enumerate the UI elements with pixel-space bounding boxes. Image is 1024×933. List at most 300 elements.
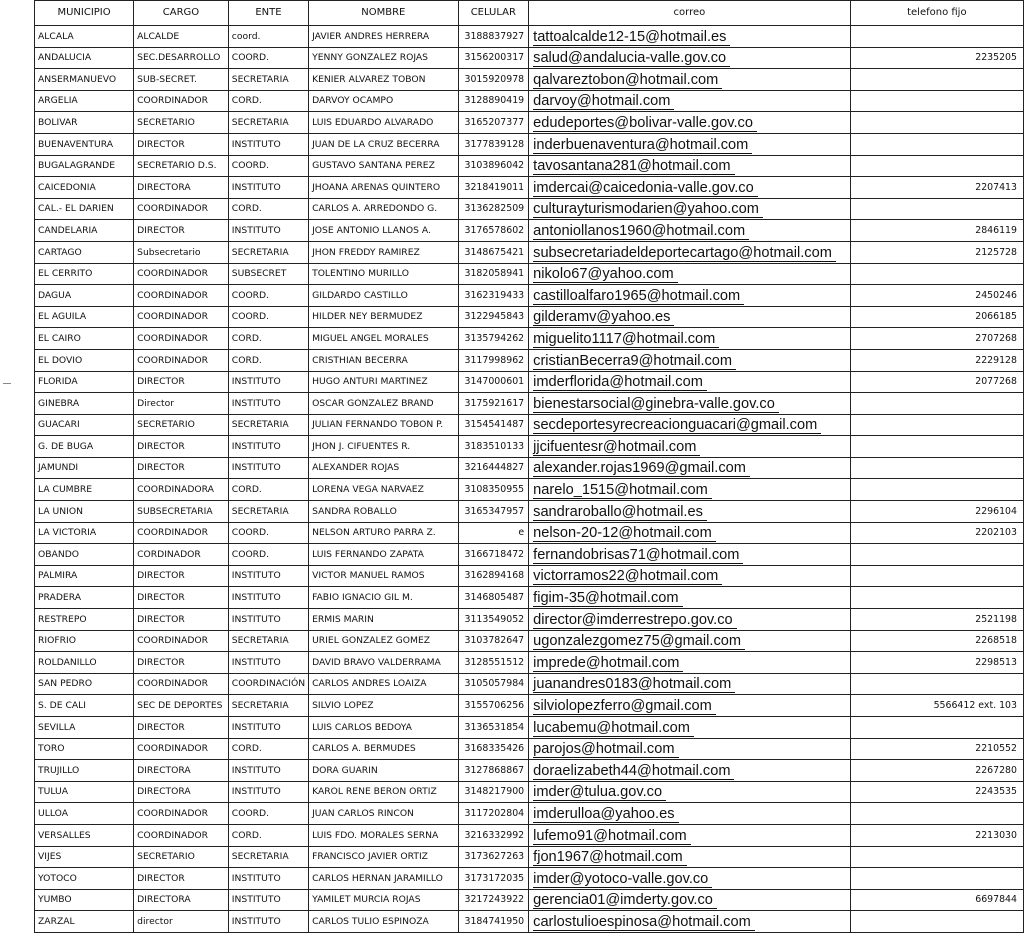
header-municipio: MUNICIPIO <box>35 1 134 26</box>
email-link[interactable]: imder@yotoco-valle.gov.co <box>533 871 712 888</box>
cell-celular: 3165207377 <box>458 112 529 134</box>
cell-telefono: 2298513 <box>850 652 1023 674</box>
cell-ente: CORD. <box>228 479 308 501</box>
cell-nombre: ERMIS MARIN <box>309 609 458 631</box>
cell-ente: SECRETARIA <box>228 501 308 523</box>
cell-ente: COORD. <box>228 522 308 544</box>
cell-nombre: JULIAN FERNANDO TOBON P. <box>309 414 458 436</box>
cell-cargo: SEC DE DEPORTES <box>134 695 229 717</box>
cell-celular: 3103896042 <box>458 155 529 177</box>
email-link[interactable]: ugonzalezgomez75@gmail.com <box>533 633 745 650</box>
cell-cargo: DIRECTOR <box>134 868 229 890</box>
email-link[interactable]: secdeportesyrecreacionguacari@gmail.com <box>533 417 821 434</box>
cell-telefono <box>850 457 1023 479</box>
email-link[interactable]: nelson-20-12@hotmail.com <box>533 525 716 542</box>
cell-nombre: JHON J. CIFUENTES R. <box>309 436 458 458</box>
table-row <box>35 760 1024 782</box>
cell-telefono <box>850 587 1023 609</box>
cell-ente: SECRETARIA <box>228 846 308 868</box>
cell-cargo: COORDINADOR <box>134 263 229 285</box>
cell-celular: 3166718472 <box>458 544 529 566</box>
cell-correo <box>529 155 851 177</box>
table-row <box>35 90 1024 112</box>
cell-cargo: DIRECTORA <box>134 177 229 199</box>
cell-municipio: RIOFRIO <box>35 630 134 652</box>
cell-celular: 3117202804 <box>458 803 529 825</box>
cell-nombre: JUAN CARLOS RINCON <box>309 803 458 825</box>
cell-celular: 3175921617 <box>458 393 529 415</box>
cell-celular: 3015920978 <box>458 69 529 91</box>
cell-celular: 3182058941 <box>458 263 529 285</box>
cell-nombre: JAVIER ANDRES HERRERA <box>309 26 458 48</box>
cell-nombre: DAVID BRAVO VALDERRAMA <box>309 652 458 674</box>
table-row <box>35 241 1024 263</box>
email-link[interactable]: darvoy@hotmail.com <box>533 93 674 110</box>
cell-municipio: SEVILLA <box>35 717 134 739</box>
header-ente: ENTE <box>228 1 308 26</box>
cell-telefono <box>850 414 1023 436</box>
cell-ente: CORD. <box>228 328 308 350</box>
cell-cargo: COORDINADORA <box>134 479 229 501</box>
email-link[interactable]: fjon1967@hotmail.com <box>533 849 686 866</box>
cell-ente: SECRETARIA <box>228 112 308 134</box>
cell-correo <box>529 349 851 371</box>
cell-telefono <box>850 911 1023 933</box>
cell-ente: INSTITUTO <box>228 781 308 803</box>
cell-correo <box>529 738 851 760</box>
cell-cargo: COORDINADOR <box>134 803 229 825</box>
cell-municipio: TRUJILLO <box>35 760 134 782</box>
cell-correo <box>529 177 851 199</box>
table-row <box>35 565 1024 587</box>
cell-municipio: OBANDO <box>35 544 134 566</box>
table-row <box>35 155 1024 177</box>
cell-telefono: 2846119 <box>850 220 1023 242</box>
email-link[interactable]: imderulloa@yahoo.es <box>533 806 678 823</box>
cell-telefono: 2450246 <box>850 285 1023 307</box>
email-link[interactable]: alexander.rojas1969@gmail.com <box>533 460 750 477</box>
email-link[interactable]: nikolo67@yahoo.com <box>533 266 678 283</box>
table-row <box>35 285 1024 307</box>
table-row <box>35 328 1024 350</box>
email-link[interactable]: fernandobrisas71@hotmail.com <box>533 547 743 564</box>
cell-cargo: DIRECTORA <box>134 781 229 803</box>
cell-correo <box>529 652 851 674</box>
cell-municipio: JAMUNDI <box>35 457 134 479</box>
header-cargo: CARGO <box>134 1 229 26</box>
cell-telefono: 2202103 <box>850 522 1023 544</box>
cell-correo <box>529 479 851 501</box>
cell-cargo: SUBSECRETARIA <box>134 501 229 523</box>
table-row <box>35 112 1024 134</box>
cell-correo <box>529 328 851 350</box>
cell-correo <box>529 717 851 739</box>
cell-cargo: DIRECTOR <box>134 133 229 155</box>
table-row <box>35 47 1024 69</box>
email-link[interactable]: inderbuenaventura@hotmail.com <box>533 137 752 154</box>
cell-ente: INSTITUTO <box>228 436 308 458</box>
cell-celular: 3108350955 <box>458 479 529 501</box>
cell-celular: 3177839128 <box>458 133 529 155</box>
cell-celular: 3148217900 <box>458 781 529 803</box>
cell-ente: INSTITUTO <box>228 177 308 199</box>
cell-celular: 3105057984 <box>458 673 529 695</box>
cell-correo <box>529 26 851 48</box>
cell-correo <box>529 393 851 415</box>
header-nombre: NOMBRE <box>309 1 458 26</box>
header-telefono: telefono fijo <box>850 1 1023 26</box>
table-row <box>35 198 1024 220</box>
cell-telefono: 2210552 <box>850 738 1023 760</box>
cell-nombre: LUIS CARLOS BEDOYA <box>309 717 458 739</box>
table-row <box>35 738 1024 760</box>
cell-municipio: TORO <box>35 738 134 760</box>
email-link[interactable]: imdercai@caicedonia-valle.gov.co <box>533 180 758 197</box>
cell-nombre: VICTOR MANUEL RAMOS <box>309 565 458 587</box>
cell-telefono: 5566412 ext. 103 <box>850 695 1023 717</box>
cell-telefono <box>850 436 1023 458</box>
cell-celular: 3117998962 <box>458 349 529 371</box>
cell-cargo: DIRECTOR <box>134 652 229 674</box>
cell-correo <box>529 630 851 652</box>
cell-cargo: COORDINADOR <box>134 349 229 371</box>
cell-celular: 3155706256 <box>458 695 529 717</box>
cell-municipio: ANDALUCIA <box>35 47 134 69</box>
cell-ente: SECRETARIA <box>228 695 308 717</box>
table-row <box>35 26 1024 48</box>
cell-ente: INSTITUTO <box>228 565 308 587</box>
cell-municipio: EL AGUILA <box>35 306 134 328</box>
cell-ente: COORD. <box>228 285 308 307</box>
cell-telefono: 6697844 <box>850 889 1023 911</box>
table-row <box>35 695 1024 717</box>
cell-cargo: SECRETARIO <box>134 846 229 868</box>
email-link[interactable]: tavosantana281@hotmail.com <box>533 158 734 175</box>
table-row <box>35 544 1024 566</box>
cell-telefono <box>850 673 1023 695</box>
table-row <box>35 587 1024 609</box>
cell-cargo: DIRECTORA <box>134 889 229 911</box>
cell-cargo: SECRETARIO D.S. <box>134 155 229 177</box>
cell-cargo: COORDINADOR <box>134 824 229 846</box>
cell-cargo: DIRECTORA <box>134 760 229 782</box>
cell-nombre: LORENA VEGA NARVAEZ <box>309 479 458 501</box>
cell-celular: 3146805487 <box>458 587 529 609</box>
cell-telefono <box>850 544 1023 566</box>
email-link[interactable]: culturayturismodarien@yahoo.com <box>533 201 763 218</box>
cell-telefono <box>850 803 1023 825</box>
cell-celular: 3168335426 <box>458 738 529 760</box>
cell-municipio: FLORIDA <box>35 371 134 393</box>
cell-municipio: BUENAVENTURA <box>35 133 134 155</box>
cell-ente: SECRETARIA <box>228 69 308 91</box>
cell-nombre: JHOANA ARENAS QUINTERO <box>309 177 458 199</box>
cell-municipio: GINEBRA <box>35 393 134 415</box>
cell-telefono: 2213030 <box>850 824 1023 846</box>
cell-correo <box>529 673 851 695</box>
cell-cargo: DIRECTOR <box>134 565 229 587</box>
table-row <box>35 133 1024 155</box>
cell-cargo: COORDINADOR <box>134 285 229 307</box>
cell-correo <box>529 285 851 307</box>
table-row <box>35 393 1024 415</box>
cell-nombre: KAROL RENE BERON ORTIZ <box>309 781 458 803</box>
cell-nombre: CARLOS A. ARREDONDO G. <box>309 198 458 220</box>
cell-nombre: URIEL GONZALEZ GOMEZ <box>309 630 458 652</box>
email-link[interactable]: sandraroballo@hotmail.es <box>533 504 707 521</box>
cell-municipio: YUMBO <box>35 889 134 911</box>
cell-ente: CORD. <box>228 349 308 371</box>
cell-celular: 3128890419 <box>458 90 529 112</box>
cell-celular: e <box>458 522 529 544</box>
cell-municipio: DAGUA <box>35 285 134 307</box>
cell-nombre: JOSE ANTONIO LLANOS A. <box>309 220 458 242</box>
cell-cargo: Subsecretario <box>134 241 229 263</box>
cell-ente: INSTITUTO <box>228 371 308 393</box>
cell-correo <box>529 587 851 609</box>
cell-celular: 3217243922 <box>458 889 529 911</box>
cell-correo <box>529 544 851 566</box>
email-link[interactable]: imderflorida@hotmail.com <box>533 374 707 391</box>
email-link[interactable]: juanandres0183@hotmail.com <box>533 676 735 693</box>
header-correo: correo <box>529 1 851 26</box>
cell-telefono <box>850 479 1023 501</box>
cell-ente: INSTITUTO <box>228 220 308 242</box>
cell-ente: SECRETARIA <box>228 414 308 436</box>
cell-correo <box>529 414 851 436</box>
cell-municipio: LA VICTORIA <box>35 522 134 544</box>
table-row <box>35 436 1024 458</box>
cell-cargo: COORDINADOR <box>134 306 229 328</box>
cell-cargo: COORDINADOR <box>134 738 229 760</box>
cell-cargo: DIRECTOR <box>134 371 229 393</box>
email-link[interactable]: gerencia01@imderty.gov.co <box>533 892 717 909</box>
email-link[interactable]: parojos@hotmail.com <box>533 741 678 758</box>
cell-celular: 3216444827 <box>458 457 529 479</box>
email-link[interactable]: imprede@hotmail.com <box>533 655 683 672</box>
cell-cargo: DIRECTOR <box>134 436 229 458</box>
table-row <box>35 717 1024 739</box>
cell-ente: INSTITUTO <box>228 393 308 415</box>
cell-municipio: VIJES <box>35 846 134 868</box>
email-link[interactable]: tattoalcalde12-15@hotmail.es <box>533 29 730 46</box>
cell-municipio: S. DE CALI <box>35 695 134 717</box>
cell-cargo: COORDINADOR <box>134 328 229 350</box>
cell-ente: INSTITUTO <box>228 868 308 890</box>
cell-telefono: 2267280 <box>850 760 1023 782</box>
cell-nombre: HILDER NEY BERMUDEZ <box>309 306 458 328</box>
cell-telefono <box>850 393 1023 415</box>
cell-correo <box>529 501 851 523</box>
email-link[interactable]: castilloalfaro1965@hotmail.com <box>533 288 744 305</box>
cell-ente: INSTITUTO <box>228 133 308 155</box>
cell-correo <box>529 371 851 393</box>
email-link[interactable]: imder@tulua.gov.co <box>533 784 666 801</box>
table-row <box>35 414 1024 436</box>
cell-correo <box>529 198 851 220</box>
table-row <box>35 652 1024 674</box>
cell-ente: INSTITUTO <box>228 652 308 674</box>
cell-correo <box>529 436 851 458</box>
cell-ente: COORD. <box>228 306 308 328</box>
cell-ente: INSTITUTO <box>228 587 308 609</box>
cell-telefono: 2077268 <box>850 371 1023 393</box>
table-row <box>35 868 1024 890</box>
cell-correo <box>529 112 851 134</box>
cell-ente: COORD. <box>228 155 308 177</box>
email-link[interactable]: edudeportes@bolivar-valle.gov.co <box>533 115 757 132</box>
table-row <box>35 824 1024 846</box>
cell-telefono <box>850 263 1023 285</box>
email-link[interactable]: salud@andalucia-valle.gov.co <box>533 50 730 67</box>
table-row <box>35 889 1024 911</box>
cell-ente: INSTITUTO <box>228 889 308 911</box>
cell-nombre: CARLOS HERNAN JARAMILLO <box>309 868 458 890</box>
email-link[interactable]: jjcifuentesr@hotmail.com <box>533 439 700 456</box>
cell-municipio: GUACARI <box>35 414 134 436</box>
header-row <box>35 1 1024 26</box>
cell-telefono <box>850 565 1023 587</box>
cell-nombre: CRISTHIAN BECERRA <box>309 349 458 371</box>
cell-cargo: DIRECTOR <box>134 220 229 242</box>
cell-correo <box>529 609 851 631</box>
table-row <box>35 609 1024 631</box>
cell-ente: INSTITUTO <box>228 911 308 933</box>
cell-nombre: JHON FREDDY RAMIREZ <box>309 241 458 263</box>
cell-cargo: COORDINADOR <box>134 630 229 652</box>
cell-cargo: COORDINADOR <box>134 198 229 220</box>
cell-correo <box>529 781 851 803</box>
email-link[interactable]: qalvareztobon@hotmail.com <box>533 72 722 89</box>
email-link[interactable]: narelo_1515@hotmail.com <box>533 482 712 499</box>
email-link[interactable]: lucabemu@hotmail.com <box>533 720 694 737</box>
cell-correo <box>529 760 851 782</box>
cell-nombre: NELSON ARTURO PARRA Z. <box>309 522 458 544</box>
cell-municipio: ZARZAL <box>35 911 134 933</box>
cell-celular: 3148675421 <box>458 241 529 263</box>
email-link[interactable]: bienestarsocial@ginebra-valle.gov.co <box>533 396 779 413</box>
contacts-table <box>34 0 1024 933</box>
cell-correo <box>529 889 851 911</box>
cell-nombre: CARLOS ANDRES LOAIZA <box>309 673 458 695</box>
cell-correo <box>529 220 851 242</box>
cell-telefono <box>850 90 1023 112</box>
cell-correo <box>529 133 851 155</box>
cell-ente: COORD. <box>228 803 308 825</box>
cell-cargo: DIRECTOR <box>134 587 229 609</box>
cell-correo <box>529 522 851 544</box>
cell-municipio: LA UNION <box>35 501 134 523</box>
cell-nombre: HUGO ANTURI MARTINEZ <box>309 371 458 393</box>
cell-nombre: DARVOY OCAMPO <box>309 90 458 112</box>
email-link[interactable]: silviolopezferro@gmail.com <box>533 698 716 715</box>
table-row <box>35 69 1024 91</box>
cell-municipio: CAL.- EL DARIEN <box>35 198 134 220</box>
cell-municipio: CANDELARIA <box>35 220 134 242</box>
email-link[interactable]: antoniollanos1960@hotmail.com <box>533 223 749 240</box>
cell-municipio: CAICEDONIA <box>35 177 134 199</box>
email-link[interactable]: gilderamv@yahoo.es <box>533 309 674 326</box>
cell-correo <box>529 824 851 846</box>
email-link[interactable]: director@imderrestrepo.gov.co <box>533 612 736 629</box>
cell-telefono <box>850 69 1023 91</box>
email-link[interactable]: doraelizabeth44@hotmail.com <box>533 763 734 780</box>
cell-celular: 3162894168 <box>458 565 529 587</box>
cell-celular: 3176578602 <box>458 220 529 242</box>
cell-municipio: EL CERRITO <box>35 263 134 285</box>
cell-nombre: TOLENTINO MURILLO <box>309 263 458 285</box>
cell-celular: 3188837927 <box>458 26 529 48</box>
table-row <box>35 522 1024 544</box>
cell-nombre: LUIS EDUARDO ALVARADO <box>309 112 458 134</box>
cell-nombre: KENIER ALVAREZ TOBON <box>309 69 458 91</box>
table-row <box>35 263 1024 285</box>
cell-telefono <box>850 868 1023 890</box>
cell-municipio: ARGELIA <box>35 90 134 112</box>
table-row <box>35 630 1024 652</box>
table-row <box>35 479 1024 501</box>
cell-cargo: CORDINADOR <box>134 544 229 566</box>
cell-celular: 3173172035 <box>458 868 529 890</box>
cell-telefono <box>850 198 1023 220</box>
table-row <box>35 371 1024 393</box>
table-row <box>35 673 1024 695</box>
email-link[interactable]: miguelito1117@hotmail.com <box>533 331 719 348</box>
cell-municipio: BUGALAGRANDE <box>35 155 134 177</box>
header-celular: CELULAR <box>458 1 529 26</box>
cell-telefono: 2125728 <box>850 241 1023 263</box>
email-link[interactable]: victorramos22@hotmail.com <box>533 568 722 585</box>
table-row <box>35 220 1024 242</box>
cell-cargo: SECRETARIO <box>134 414 229 436</box>
cell-municipio: VERSALLES <box>35 824 134 846</box>
cell-municipio: PRADERA <box>35 587 134 609</box>
cell-celular: 3135794262 <box>458 328 529 350</box>
cell-correo <box>529 306 851 328</box>
cell-ente: SECRETARIA <box>228 241 308 263</box>
cell-telefono: 2707268 <box>850 328 1023 350</box>
cell-cargo: COORDINADOR <box>134 522 229 544</box>
cell-correo <box>529 846 851 868</box>
table-row <box>35 457 1024 479</box>
cell-celular: 3136531854 <box>458 717 529 739</box>
cell-nombre: SANDRA ROBALLO <box>309 501 458 523</box>
email-link[interactable]: lufemo91@hotmail.com <box>533 828 691 845</box>
table-row <box>35 349 1024 371</box>
cell-correo <box>529 695 851 717</box>
cell-telefono: 2521198 <box>850 609 1023 631</box>
cell-municipio: EL DOVIO <box>35 349 134 371</box>
cell-telefono: 2235205 <box>850 47 1023 69</box>
cell-ente: coord. <box>228 26 308 48</box>
table-row <box>35 803 1024 825</box>
cell-municipio: BOLIVAR <box>35 112 134 134</box>
email-link[interactable]: figim-35@hotmail.com <box>533 590 682 607</box>
cell-ente: INSTITUTO <box>228 717 308 739</box>
cell-cargo: SEC.DESARROLLO <box>134 47 229 69</box>
cell-cargo: SUB-SECRET. <box>134 69 229 91</box>
cell-nombre: SILVIO LOPEZ <box>309 695 458 717</box>
cell-correo <box>529 868 851 890</box>
cell-telefono <box>850 26 1023 48</box>
email-link[interactable]: carlostulioespinosa@hotmail.com <box>533 914 755 931</box>
cell-nombre: YENNY GONZALEZ ROJAS <box>309 47 458 69</box>
email-link[interactable]: subsecretariadeldeportecartago@hotmail.com <box>533 245 836 262</box>
table-body <box>35 26 1024 933</box>
email-link[interactable]: cristianBecerra9@hotmail.com <box>533 353 736 370</box>
cell-telefono <box>850 112 1023 134</box>
cell-nombre: DORA GUARIN <box>309 760 458 782</box>
